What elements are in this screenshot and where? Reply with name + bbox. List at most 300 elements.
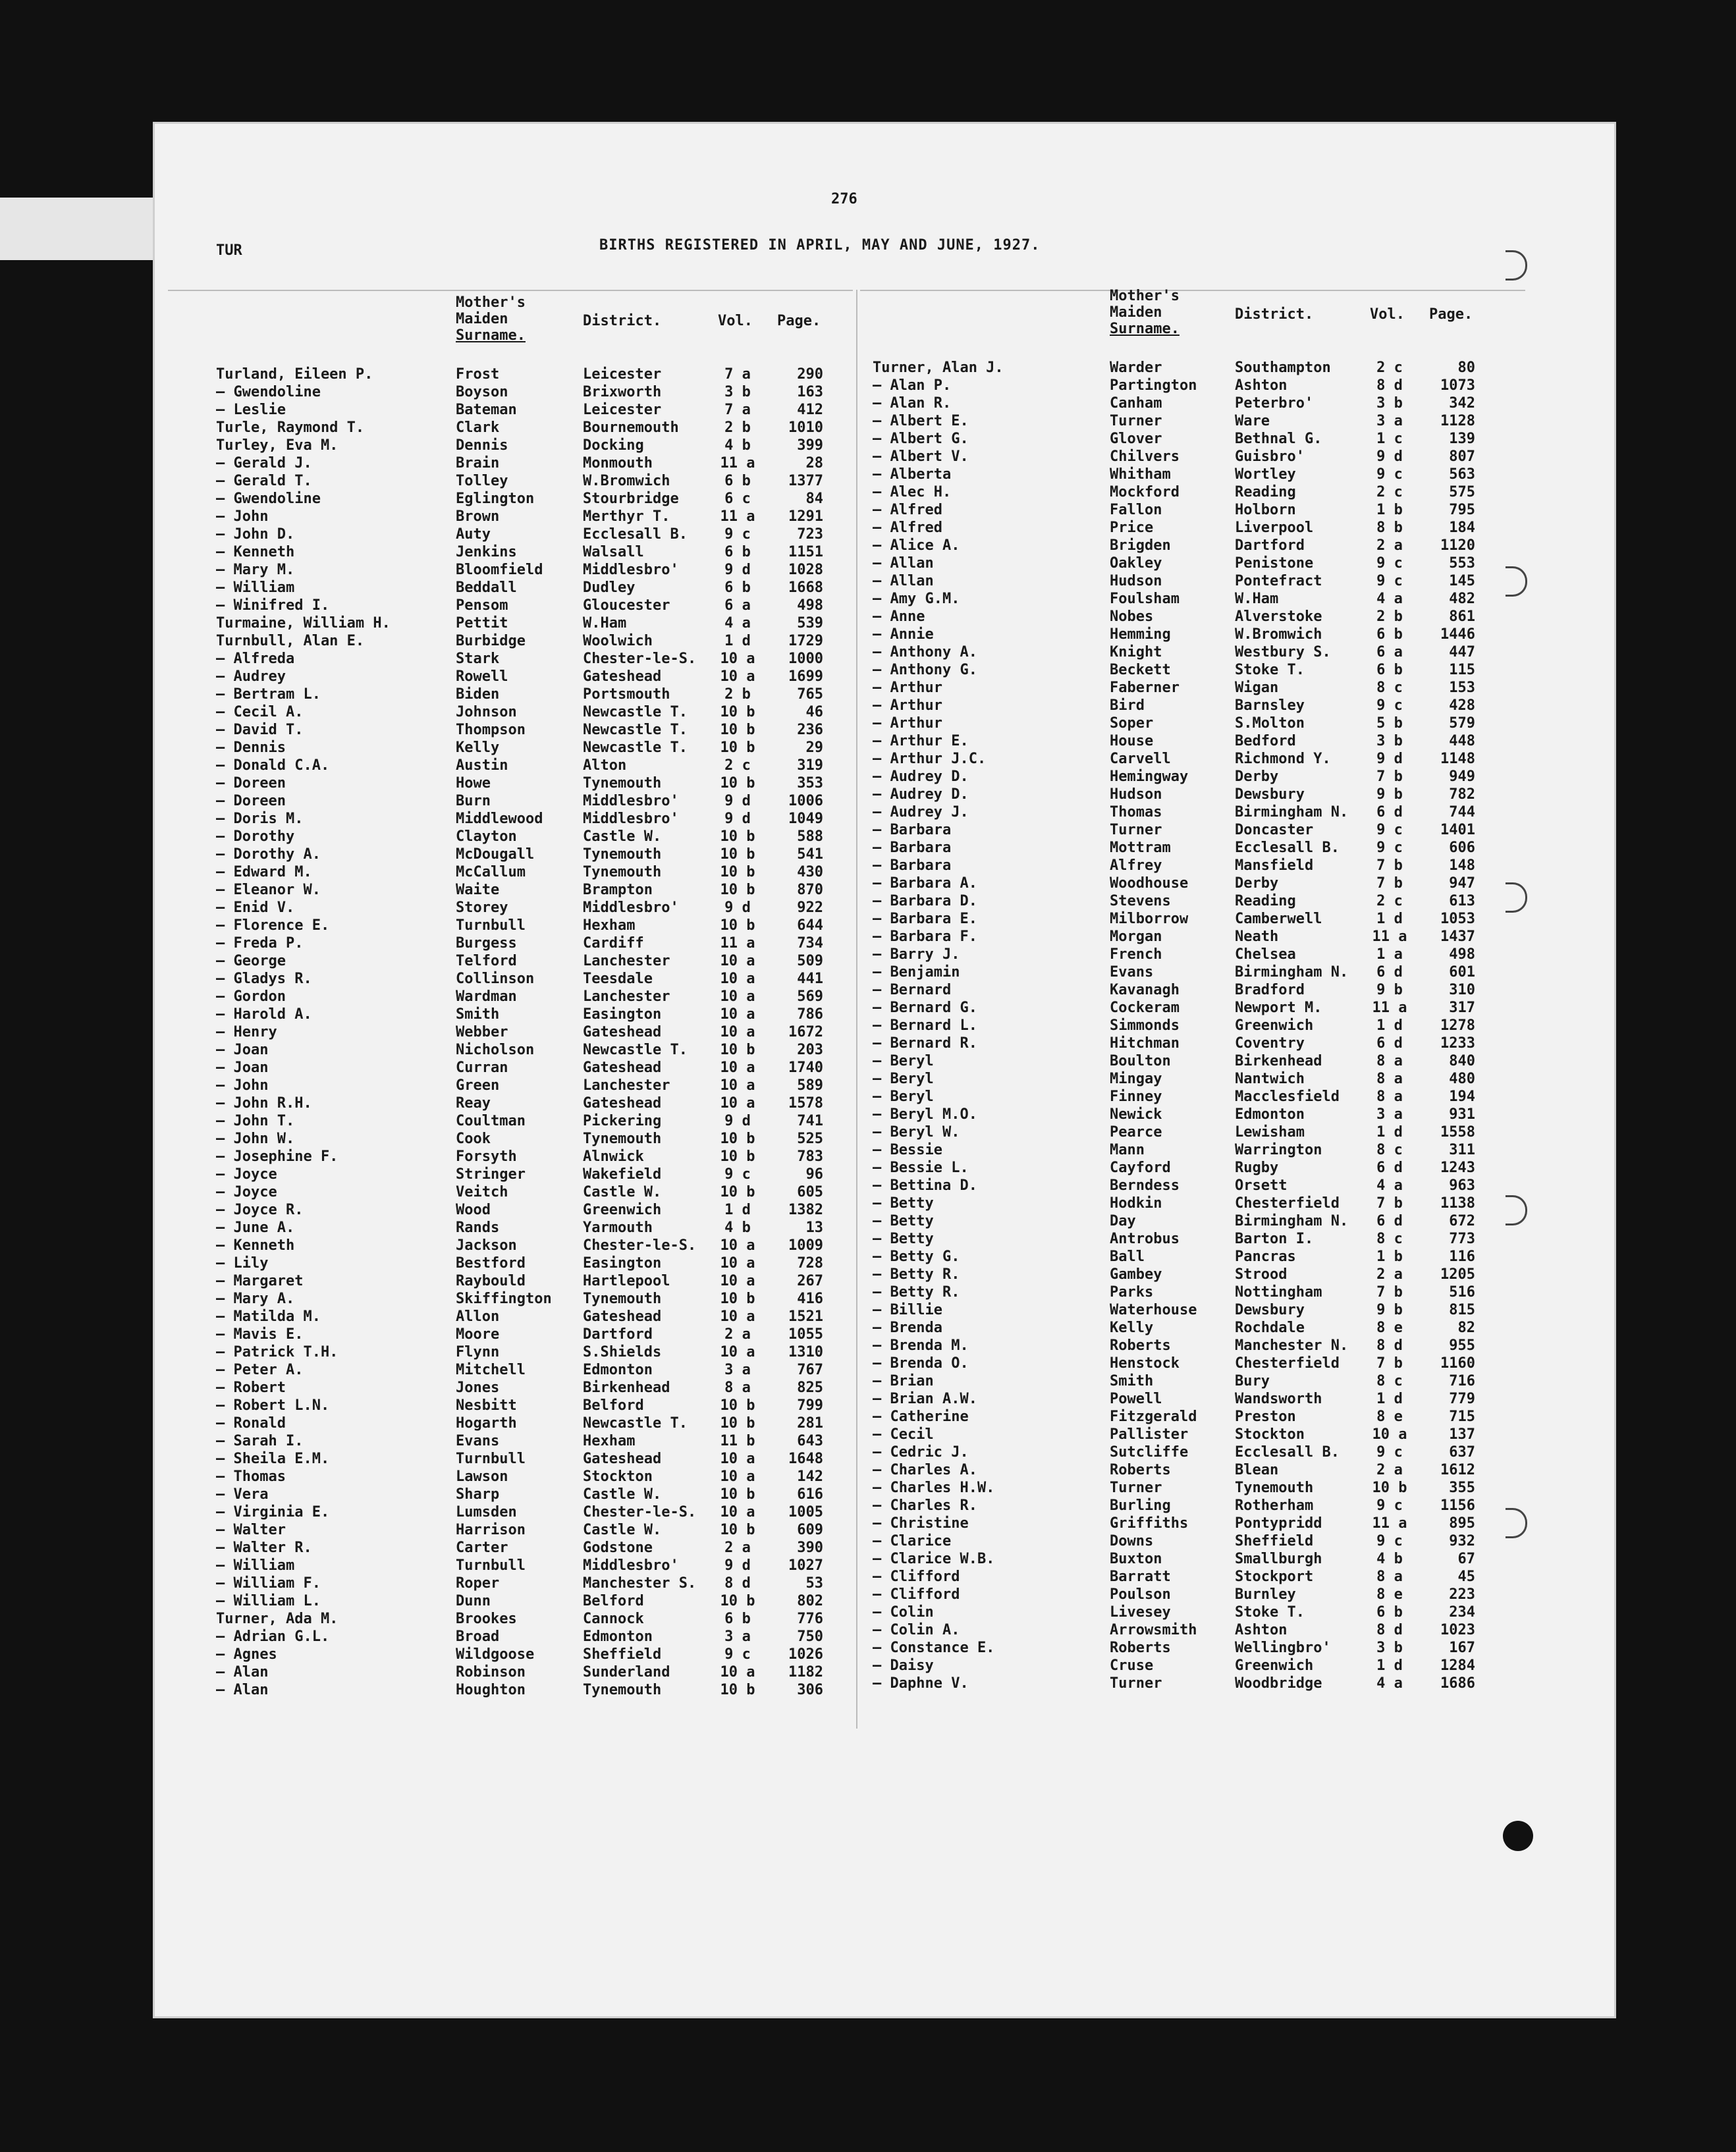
- page-ref: 412: [797, 402, 823, 418]
- mother-maiden-surname: Cruse: [1110, 1657, 1154, 1674]
- entry-name: — Bernard: [873, 982, 952, 998]
- volume: 2 a: [1376, 537, 1403, 554]
- volume: 4 b: [1376, 1551, 1403, 1567]
- page-ref: 1138: [1440, 1195, 1475, 1212]
- mother-maiden-surname: Gambey: [1110, 1266, 1162, 1283]
- registration-district: Edmonton: [583, 1628, 653, 1645]
- registration-district: Birmingham N.: [1235, 1213, 1349, 1229]
- page-ref: 1205: [1440, 1266, 1475, 1283]
- entry-name: — Albert G.: [873, 431, 969, 447]
- registration-district: Gateshead: [583, 1095, 662, 1112]
- page-ref: 1437: [1440, 928, 1475, 945]
- page-ref: 569: [797, 988, 823, 1005]
- registration-district: Lewisham: [1235, 1124, 1305, 1141]
- volume: 11 a: [1372, 1000, 1407, 1016]
- entry-name: — Cecil: [873, 1426, 934, 1443]
- registration-district: S.Shields: [583, 1344, 662, 1360]
- registration-district: Gateshead: [583, 1024, 662, 1040]
- volume: 8 c: [1376, 1373, 1403, 1389]
- registration-district: Gateshead: [583, 1451, 662, 1467]
- volume: 10 b: [720, 1131, 755, 1147]
- entry-name: — William F.: [216, 1575, 321, 1592]
- volume: 9 c: [1376, 697, 1403, 714]
- page-ref: 148: [1449, 857, 1475, 874]
- volume: 11 a: [720, 508, 755, 525]
- mother-maiden-surname: Burn: [456, 793, 491, 809]
- mother-maiden-surname: Tolley: [456, 473, 508, 489]
- entry-name: — Alfred: [873, 502, 942, 518]
- registration-district: Monmouth: [583, 455, 653, 471]
- registration-district: Stockton: [583, 1468, 653, 1485]
- volume: 10 a: [720, 1077, 755, 1094]
- registration-district: Warrington: [1235, 1142, 1322, 1158]
- page-ref: 353: [797, 775, 823, 792]
- registration-district: Wortley: [1235, 466, 1296, 483]
- entry-name: — Brenda O.: [873, 1355, 969, 1372]
- entry-name: — Walter R.: [216, 1540, 312, 1556]
- mother-maiden-surname: Bateman: [456, 402, 517, 418]
- page-ref: 167: [1449, 1640, 1475, 1656]
- page-ref: 290: [797, 366, 823, 383]
- mother-maiden-surname: Arrowsmith: [1110, 1622, 1197, 1638]
- volume: 4 b: [724, 1220, 751, 1236]
- registration-district: Stoke T.: [1235, 662, 1305, 678]
- page-ref: 80: [1457, 360, 1475, 376]
- column-divider: [856, 290, 857, 1729]
- volume: 10 b: [720, 775, 755, 792]
- volume: 8 d: [1376, 1337, 1403, 1354]
- page-ref: 589: [797, 1077, 823, 1094]
- registration-district: Bury: [1235, 1373, 1270, 1389]
- entry-name: — Patrick T.H.: [216, 1344, 339, 1360]
- mother-maiden-surname: Jackson: [456, 1237, 517, 1254]
- mother-maiden-surname: Mottram: [1110, 840, 1171, 856]
- mother-maiden-surname: Stark: [456, 651, 500, 667]
- registration-district: Easington: [583, 1255, 662, 1272]
- entry-name: — Brenda M.: [873, 1337, 969, 1354]
- entry-name: — Sarah I.: [216, 1433, 304, 1449]
- registration-district: Neath: [1235, 928, 1279, 945]
- registration-district: Dewsbury: [1235, 1302, 1305, 1318]
- registration-district: Ecclesall B.: [583, 526, 688, 543]
- mother-maiden-surname: Evans: [456, 1433, 500, 1449]
- mother-maiden-surname: Canham: [1110, 395, 1162, 412]
- volume: 10 a: [720, 1344, 755, 1360]
- entry-name: — Vera: [216, 1486, 269, 1503]
- entry-name: — Audrey D.: [873, 768, 969, 785]
- page-ref: 390: [797, 1540, 823, 1556]
- volume: 9 d: [724, 793, 751, 809]
- registration-district: Tynemouth: [583, 775, 662, 792]
- entry-name: — Barry J.: [873, 946, 960, 963]
- volume: 9 c: [1376, 466, 1403, 483]
- page-ref: 53: [805, 1575, 823, 1592]
- page-ref: 643: [797, 1433, 823, 1449]
- volume: 8 c: [1376, 1231, 1403, 1247]
- page-ref: 1156: [1440, 1497, 1475, 1514]
- entry-name: — Beryl: [873, 1089, 934, 1105]
- registration-district: Wakefield: [583, 1166, 662, 1183]
- volume: 10 b: [720, 740, 755, 756]
- mother-maiden-surname: Soper: [1110, 715, 1154, 732]
- registration-district: Chester-le-S.: [583, 1237, 697, 1254]
- entry-name: — Alberta: [873, 466, 952, 483]
- mother-maiden-surname: Eglington: [456, 491, 535, 507]
- volume: 9 d: [1376, 448, 1403, 465]
- page-ref: 616: [797, 1486, 823, 1503]
- registration-district: Pickering: [583, 1113, 662, 1129]
- page-ref: 1446: [1440, 626, 1475, 643]
- volume: 2 b: [724, 686, 751, 703]
- volume: 4 a: [1376, 1675, 1403, 1692]
- mother-maiden-surname: Rands: [456, 1220, 500, 1236]
- page-ref: 1023: [1440, 1622, 1475, 1638]
- page-ref: 1612: [1440, 1462, 1475, 1478]
- volume: 9 b: [1376, 1302, 1403, 1318]
- page-ref: 306: [797, 1682, 823, 1698]
- page-ref: 1009: [788, 1237, 823, 1254]
- entry-name: — Anne: [873, 608, 925, 625]
- entry-name: — Margaret: [216, 1273, 304, 1289]
- volume: 2 a: [724, 1540, 751, 1556]
- registration-district: Pontypridd: [1235, 1515, 1322, 1532]
- mother-maiden-surname: Antrobus: [1110, 1231, 1180, 1247]
- mother-maiden-surname: Burbidge: [456, 633, 526, 649]
- page-ref: 1284: [1440, 1657, 1475, 1674]
- mother-maiden-surname: Morgan: [1110, 928, 1162, 945]
- district-header: District.: [1235, 306, 1314, 323]
- mother-maiden-surname: Carvell: [1110, 751, 1171, 767]
- mother-maiden-surname: Griffiths: [1110, 1515, 1189, 1532]
- mother-maiden-surname: Beddall: [456, 579, 517, 596]
- registration-district: Guisbro': [1235, 448, 1305, 465]
- header-rule: [860, 290, 1525, 291]
- registration-district: Portsmouth: [583, 686, 670, 703]
- volume: 1 d: [1376, 911, 1403, 927]
- entry-name: — John W.: [216, 1131, 295, 1147]
- mother-maiden-surname: Price: [1110, 520, 1154, 536]
- page-ref: 116: [1449, 1249, 1475, 1265]
- registration-district: Birmingham N.: [1235, 804, 1349, 820]
- page-ref: 734: [797, 935, 823, 952]
- registration-district: Wigan: [1235, 680, 1279, 696]
- volume: 10 a: [720, 971, 755, 987]
- entry-name: — Charles R.: [873, 1497, 977, 1514]
- entry-name: — Doris M.: [216, 811, 304, 827]
- entry-name: — Lily: [216, 1255, 269, 1272]
- registration-district: Dewsbury: [1235, 786, 1305, 803]
- volume: 2 c: [1376, 360, 1403, 376]
- entry-name: — Bertram L.: [216, 686, 321, 703]
- entry-name: — Albert E.: [873, 413, 969, 429]
- volume: 6 c: [724, 491, 751, 507]
- volume: 8 d: [1376, 377, 1403, 394]
- mother-maiden-surname: Reay: [456, 1095, 491, 1112]
- volume: 9 d: [724, 900, 751, 916]
- registration-district: Orsett: [1235, 1177, 1288, 1194]
- registration-district: Greenwich: [583, 1202, 662, 1218]
- registration-district: Lanchester: [583, 1077, 670, 1094]
- page-ref: 728: [797, 1255, 823, 1272]
- mother-maiden-surname: Simmonds: [1110, 1017, 1180, 1034]
- page-ref: 1148: [1440, 751, 1475, 767]
- mother-maiden-surname: Partington: [1110, 377, 1197, 394]
- page-ref: 644: [797, 917, 823, 934]
- entry-name: — Henry: [216, 1024, 277, 1040]
- volume: 10 a: [720, 1308, 755, 1325]
- registration-district: Newport M.: [1235, 1000, 1322, 1016]
- mother-maiden-surname: Hudson: [1110, 573, 1162, 589]
- entry-name: Turnbull, Alan E.: [216, 633, 365, 649]
- entry-name: — Joyce: [216, 1166, 277, 1183]
- volume: 6 b: [724, 544, 751, 560]
- registration-district: Dudley: [583, 579, 636, 596]
- registration-district: Ecclesall B.: [1235, 1444, 1340, 1461]
- volume: 2 c: [1376, 893, 1403, 909]
- entry-name: — June A.: [216, 1220, 295, 1236]
- registration-district: Coventry: [1235, 1035, 1305, 1052]
- mother-maiden-surname: Roper: [456, 1575, 500, 1592]
- mother-maiden-surname: Clark: [456, 419, 500, 436]
- entry-name: — Beryl W.: [873, 1124, 960, 1141]
- page-ref: 807: [1449, 448, 1475, 465]
- entry-name: — Arthur: [873, 715, 942, 732]
- registration-district: Middlesbro': [583, 793, 679, 809]
- entry-name: — Walter: [216, 1522, 286, 1538]
- mother-maiden-surname: Frost: [456, 366, 500, 383]
- mother-maiden-surname: Dunn: [456, 1593, 491, 1609]
- entry-name: — Charles A.: [873, 1462, 977, 1478]
- volume: 9 d: [724, 1557, 751, 1574]
- volume: 8 d: [724, 1575, 751, 1592]
- mother-maiden-surname: Collinson: [456, 971, 535, 987]
- volume: 10 b: [720, 704, 755, 720]
- mother-maiden-surname: Pearce: [1110, 1124, 1162, 1141]
- page-ref: 1578: [788, 1095, 823, 1112]
- mother-maiden-surname: Biden: [456, 686, 500, 703]
- mother-maiden-surname: Glover: [1110, 431, 1162, 447]
- volume: 2 a: [1376, 1462, 1403, 1478]
- volume: 8 a: [724, 1380, 751, 1396]
- registration-district: Doncaster: [1235, 822, 1314, 838]
- entry-name: — Allan: [873, 555, 934, 572]
- registration-district: Barnsley: [1235, 697, 1305, 714]
- registration-district: Stourbridge: [583, 491, 679, 507]
- page-ref: 311: [1449, 1142, 1475, 1158]
- page-ref: 84: [805, 491, 823, 507]
- registration-district: Middlesbro': [583, 1557, 679, 1574]
- page-ref: 317: [1449, 1000, 1475, 1016]
- entry-name: — David T.: [216, 722, 304, 738]
- volume: 1 d: [1376, 1657, 1403, 1674]
- entry-name: — Betty: [873, 1231, 934, 1247]
- mother-maiden-surname: Barratt: [1110, 1569, 1171, 1585]
- mother-maiden-surname: Austin: [456, 757, 508, 774]
- registration-district: Ware: [1235, 413, 1270, 429]
- registration-district: Walsall: [583, 544, 644, 560]
- mother-maiden-surname: Poulson: [1110, 1586, 1171, 1603]
- entry-name: — Barbara E.: [873, 911, 977, 927]
- registration-district: Newcastle T.: [583, 1042, 688, 1058]
- page-ref: 539: [797, 615, 823, 632]
- page-ref: 399: [797, 437, 823, 454]
- mother-maiden-surname: Newick: [1110, 1106, 1162, 1123]
- volume: 9 d: [1376, 751, 1403, 767]
- entry-name: — Arthur: [873, 697, 942, 714]
- page-ref: 1027: [788, 1557, 823, 1574]
- volume: 6 b: [724, 473, 751, 489]
- volume: 2 b: [1376, 608, 1403, 625]
- mother-maiden-surname: Brown: [456, 508, 500, 525]
- page-ref: 1000: [788, 651, 823, 667]
- registration-district: Middlesbro': [583, 900, 679, 916]
- mother-maiden-surname: Harrison: [456, 1522, 526, 1538]
- registration-district: Hexham: [583, 917, 636, 934]
- volume: 10 b: [720, 1184, 755, 1200]
- mother-maiden-surname: Brookes: [456, 1611, 517, 1627]
- mother-maiden-surname: Alfrey: [1110, 857, 1162, 874]
- mother-maiden-surname: Telford: [456, 953, 517, 969]
- district-header: District.: [583, 313, 662, 329]
- entry-name: — Mary A.: [216, 1291, 295, 1307]
- mother-maiden-surname: Turner: [1110, 413, 1162, 429]
- registration-district: Alton: [583, 757, 627, 774]
- page-ref: 82: [1457, 1320, 1475, 1336]
- registration-district: Castle W.: [583, 828, 662, 845]
- entry-name: — Beryl M.O.: [873, 1106, 977, 1123]
- volume: 10 b: [720, 917, 755, 934]
- page-ref: 194: [1449, 1089, 1475, 1105]
- page-ref: 723: [797, 526, 823, 543]
- registration-district: Godstone: [583, 1540, 653, 1556]
- page-ref: 67: [1457, 1551, 1475, 1567]
- registration-district: Castle W.: [583, 1522, 662, 1538]
- page-ref: 795: [1449, 502, 1475, 518]
- mother-maiden-surname: Cook: [456, 1131, 491, 1147]
- page-ref: 509: [797, 953, 823, 969]
- page-ref: 281: [797, 1415, 823, 1432]
- page-ref: 319: [797, 757, 823, 774]
- page-ref: 963: [1449, 1177, 1475, 1194]
- registration-district: Reading: [1235, 484, 1296, 500]
- mother-maiden-surname: Bloomfield: [456, 562, 543, 578]
- mother-maiden-surname: Hitchman: [1110, 1035, 1180, 1052]
- entry-name: — Brenda: [873, 1320, 942, 1336]
- entry-name: — Gwendoline: [216, 384, 321, 400]
- volume: 8 a: [1376, 1071, 1403, 1087]
- registration-district: Peterbro': [1235, 395, 1314, 412]
- page-ref: 779: [1449, 1391, 1475, 1407]
- page-ref: 750: [797, 1628, 823, 1645]
- page-ref: 931: [1449, 1106, 1475, 1123]
- page-ref: 342: [1449, 395, 1475, 412]
- volume: 9 c: [724, 526, 751, 543]
- registration-district: S.Molton: [1235, 715, 1305, 732]
- entry-name: — Freda P.: [216, 935, 304, 952]
- volume: 9 c: [724, 1646, 751, 1663]
- volume: 1 b: [1376, 1249, 1403, 1265]
- page-ref: 163: [797, 384, 823, 400]
- volume: 10 a: [720, 953, 755, 969]
- entry-name: — William: [216, 579, 295, 596]
- registration-district: Greenwich: [1235, 1017, 1314, 1034]
- registration-district: Merthyr T.: [583, 508, 670, 525]
- registration-district: Tynemouth: [1235, 1480, 1314, 1496]
- page-ref: 1310: [788, 1344, 823, 1360]
- entry-name: — William L.: [216, 1593, 321, 1609]
- mother-maiden-surname: Veitch: [456, 1184, 508, 1200]
- entry-name: — Clifford: [873, 1586, 960, 1603]
- registration-district: Rotherham: [1235, 1497, 1314, 1514]
- entry-name: — William: [216, 1557, 295, 1574]
- mother-maiden-surname: Ball: [1110, 1249, 1145, 1265]
- mother-maiden-surname: Knight: [1110, 644, 1162, 660]
- page-ref: 840: [1449, 1053, 1475, 1069]
- index-code: TUR: [216, 242, 242, 259]
- entry-name: Turland, Eileen P.: [216, 366, 373, 383]
- mother-maiden-surname: Broad: [456, 1628, 500, 1645]
- page-ref: 115: [1449, 662, 1475, 678]
- mother-maiden-surname: Roberts: [1110, 1462, 1171, 1478]
- entry-name: — Alfred: [873, 520, 942, 536]
- volume: 8 b: [1376, 520, 1403, 536]
- mother-maiden-surname: Sutcliffe: [1110, 1444, 1189, 1461]
- registration-district: Chelsea: [1235, 946, 1296, 963]
- registration-district: Yarmouth: [583, 1220, 653, 1236]
- mother-maiden-surname: Sharp: [456, 1486, 500, 1503]
- registration-district: Middlesbro': [583, 562, 679, 578]
- mother-maiden-surname: Burgess: [456, 935, 517, 952]
- registration-district: Leicester: [583, 366, 662, 383]
- registration-district: Brampton: [583, 882, 653, 898]
- page-ref: 744: [1449, 804, 1475, 820]
- page-ref: 1160: [1440, 1355, 1475, 1372]
- entry-name: — Arthur J.C.: [873, 751, 987, 767]
- mother-maiden-surname: Auty: [456, 526, 491, 543]
- volume: 10 a: [720, 1006, 755, 1023]
- page-ref: 895: [1449, 1515, 1475, 1532]
- mother-maiden-surname: Wood: [456, 1202, 491, 1218]
- page-ref: 1243: [1440, 1160, 1475, 1176]
- page-ref: 416: [797, 1291, 823, 1307]
- entry-name: — Eleanor W.: [216, 882, 321, 898]
- volume: 2 b: [724, 419, 751, 436]
- vol-header: Vol.: [1370, 306, 1405, 323]
- registration-district: Ashton: [1235, 1622, 1288, 1638]
- registration-district: Wellingbro': [1235, 1640, 1331, 1656]
- volume: 7 b: [1376, 857, 1403, 874]
- entry-name: — Robert: [216, 1380, 286, 1396]
- page-ref: 430: [797, 864, 823, 880]
- entry-name: — Alan: [216, 1682, 269, 1698]
- registration-district: Westbury S.: [1235, 644, 1331, 660]
- mother-maiden-surname: Woodhouse: [1110, 875, 1189, 892]
- page-ref: 1055: [788, 1326, 823, 1343]
- volume: 6 b: [1376, 662, 1403, 678]
- registration-district: Chesterfield: [1235, 1195, 1340, 1212]
- registration-district: Holborn: [1235, 502, 1296, 518]
- volume: 10 b: [720, 882, 755, 898]
- entry-name: — Gwendoline: [216, 491, 321, 507]
- registration-district: Strood: [1235, 1266, 1288, 1283]
- registration-district: Hartlepool: [583, 1273, 670, 1289]
- mother-maiden-surname: Green: [456, 1077, 500, 1094]
- mother-maiden-surname: Foulsham: [1110, 591, 1180, 607]
- volume: 3 b: [1376, 1640, 1403, 1656]
- volume: 3 a: [724, 1362, 751, 1378]
- page-ref: 1686: [1440, 1675, 1475, 1692]
- mother-maiden-surname: Mockford: [1110, 484, 1180, 500]
